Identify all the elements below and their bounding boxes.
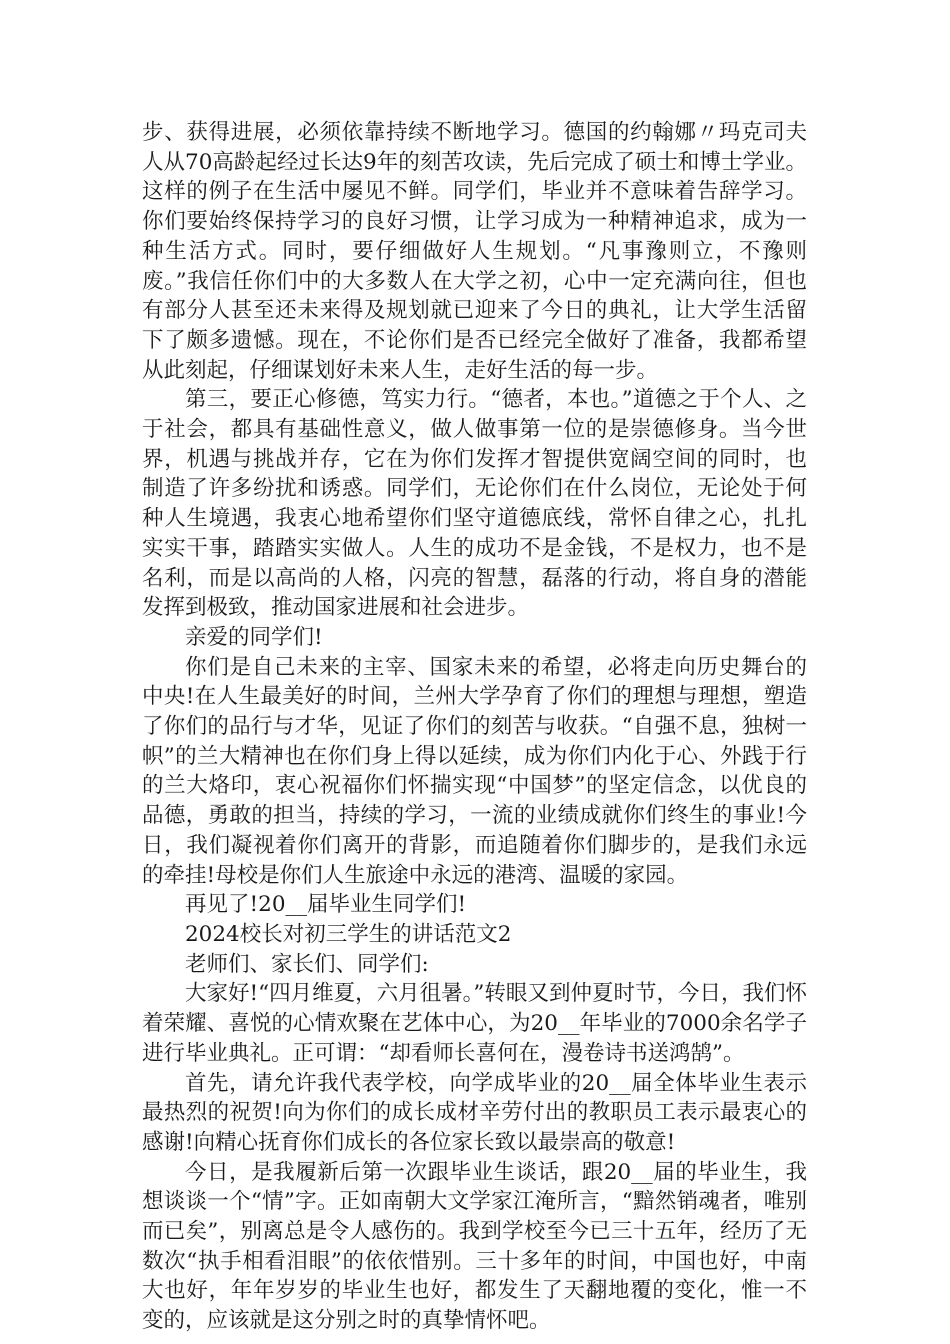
section-title: 2024校长对初三学生的讲话范文2 [185, 921, 512, 947]
paragraph: 再见了!20__届毕业生同学们! [185, 892, 467, 918]
paragraph: 你们是自己未来的主宰、国家未来的希望，必将走向历史舞台的中央!在人生最美好的时间，兰州大学孕育了你们的理想与理想，塑造了你们的品行与才华，见证了你们的刻苦与收获。“自强不息，独树一帜”的兰大精神也在你们身上得以延续，成为你们内化于心、外践于行的兰大烙印，衷心祝福你们怀揣实现“中国梦”的坚定信念，以优良的品德，勇敢的担当，持续的学习，一流的业绩成就你们终生的事业!今日，我们凝视着你们离开的背影，而追随着你们脚步的，是我们永远的牵挂!母校是你们人生旅途中永远的港湾、温暖的家园。 [142, 654, 807, 888]
paragraph: 亲爱的同学们! [185, 624, 323, 650]
paragraph: 第三，要正心修德，笃实力行。“德者，本也。”道德之于个人、之于社会，都具有基础性意义，做人做事第一位的是崇德修身。当今世界，机遇与挑战并存，它在为你们发挥才智提供宽阔空间的同时，也制造了许多纷扰和诱惑。同学们，无论你们在什么岗位，无论处于何种人生境遇，我衷心地希望你们坚守道德底线，常怀自律之心，扎扎实实干事，踏踏实实做人。人生的成功不是金钱，不是权力，也不是名利，而是以高尚的人格，闪亮的智慧，磊落的行动，将自身的潜能发挥到极致，推动国家进展和社会进步。 [142, 387, 807, 621]
paragraph: 步、获得进展，必须依靠持续不断地学习。德国的约翰娜〃玛克司夫人从70高龄起经过长达9年的刻苦攻读，先后完成了硕士和博士学业。这样的例子在生活中屡见不鲜。同学们，毕业并不意味着告辞学习。你们要始终保持学习的良好习惯，让学习成为一种精神追求，成为一种生活方式。同时，要仔细做好人生规划。“凡事豫则立，不豫则废。”我信任你们中的大多数人在大学之初，心中一定充满向往，但也有部分人甚至还未来得及规划就已迎来了今日的典礼，让大学生活留下了颇多遗憾。现在，不论你们是否已经完全做好了准备，我都希望从此刻起，仔细谋划好未来人生，走好生活的每一步。 [142, 120, 807, 383]
paragraph: 首先，请允许我代表学校，向学成毕业的20__届全体毕业生表示最热烈的祝贺!向为你们的成长成材辛劳付出的教职员工表示最衷心的感谢!向精心抚育你们成长的各位家长致以最崇高的敬意! [142, 1070, 807, 1155]
document-body [142, 118, 807, 1336]
salutation: 老师们、家长们、同学们: [185, 951, 429, 977]
paragraph: 大家好!“四月维夏，六月徂暑。”转眼又到仲夏时节，今日，我们怀着荣耀、喜悦的心情欢聚在艺体中心，为20__年毕业的7000余名学子进行毕业典礼。正可谓：“却看师长喜何在，漫卷诗书送鸿鹄”。 [142, 981, 807, 1066]
paragraph: 今日，是我履新后第一次跟毕业生谈话，跟20__届的毕业生，我想谈谈一个“情”字。正如南朝大文学家江淹所言，“黯然销魂者，唯别而已矣”，别离总是令人感伤的。我到学校至今已三十五年，经历了无数次“执手相看泪眼”的依依惜别。三十多年的时间，中国也好，中南大也好，年年岁岁的毕业生也好，都发生了天翻地覆的变化，惟一不变的，应该就是这分别之时的真挚情怀吧。 [142, 1159, 807, 1334]
